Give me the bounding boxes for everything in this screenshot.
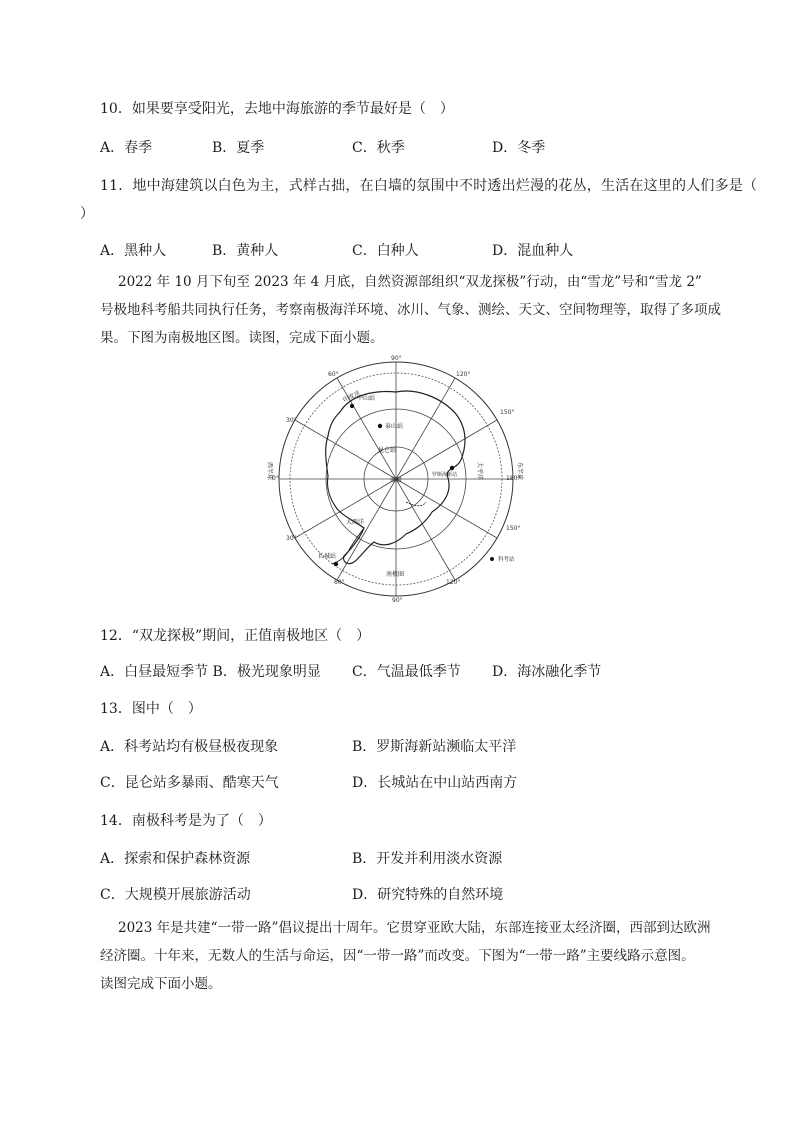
passage-1-line-3: 果。下图为南极地区图。读图，完成下面小题。 [100, 330, 384, 346]
q11-option-b: B．黄种人 [212, 243, 279, 259]
passage-2-line-1: 2023 年是共建“一带一路”倡议提出十周年。它贯穿亚欧大陆，东部连接亚太经济圈，西部到达欧洲 [118, 920, 711, 936]
antarctica-map [256, 352, 536, 607]
q14-option-b: B．开发并利用淡水资源 [352, 851, 503, 867]
q11-option-d: D．混血种人 [492, 243, 574, 259]
q10-option-d: D．冬季 [492, 140, 546, 156]
passage-2-line-3: 读图完成下面小题。 [100, 976, 222, 992]
lon-label-90-top: 90° [391, 355, 402, 362]
lon-label-120-bottom: 120° [446, 579, 461, 586]
q14-option-d: D．研究特殊的自然环境 [352, 887, 504, 903]
atlantic-ocean-label: 大西洋 [346, 519, 365, 526]
q10-option-c: C．秋季 [352, 140, 405, 156]
question-13-stem: 13．图中（ ） [100, 701, 202, 717]
q13-option-a: A．科考站均有极昼极夜现象 [100, 739, 279, 755]
q12-option-c: C．气温最低季节 [352, 664, 461, 680]
question-10-stem: 10．如果要享受阳光，去地中海旅游的季节最好是（ ） [100, 101, 454, 117]
taishan-station-label: 泰山站 [385, 423, 404, 430]
indian-ocean-label: 印度洋 [341, 389, 362, 404]
question-11-stem: 11．地中海建筑以白色为主，式样古拙，在白墙的氛围中不时透出烂漫的花丛，生活在这里的人们多是（ [100, 178, 758, 194]
question-14-stem: 14．南极科考是为了（ ） [100, 813, 272, 829]
pacific-ocean-label: 太平洋 [476, 462, 483, 481]
rossnew-station-label: 罗斯海新站 [432, 472, 458, 478]
kunlun-station-label: 昆仑站 [378, 447, 397, 454]
q14-option-c: C．大规模开展旅游活动 [100, 887, 251, 903]
q11-option-c: C．白种人 [352, 243, 419, 259]
lon-label-180-right: 180° [506, 475, 521, 482]
changcheng-station-label: 长城站 [318, 553, 337, 560]
south-pole-label: 南极 [390, 477, 403, 484]
lon-label-150-lower-right: 150° [506, 525, 521, 532]
west-hemisphere-label: 西半球 [266, 462, 273, 481]
passage-1-line-1: 2022 年 10 月下旬至 2023 年 4 月底，自然资源部组织“双龙探极”行动，由“雪龙”号和“雪龙 2” [118, 274, 702, 290]
lon-label-30-left: 30° [286, 417, 297, 424]
lon-label-60-top: 60° [328, 371, 339, 378]
lon-label-0-left: 0° [272, 475, 279, 482]
q14-option-a: A．探索和保护森林资源 [100, 851, 251, 867]
q12-option-d: D．海冰融化季节 [492, 664, 602, 680]
lon-label-60-bottom: 60° [334, 579, 345, 586]
question-11-stem-cont: ） [80, 206, 94, 222]
question-12-stem: 12．“双龙探极”期间，正值南极地区（ ） [100, 628, 371, 644]
q13-option-c: C．昆仑站多暴雨、酷寒天气 [100, 775, 279, 791]
taishan-station-marker [378, 424, 382, 428]
antarctic-peninsula [332, 528, 364, 564]
q11-option-a: A．黑种人 [100, 243, 167, 259]
q12-option-a-b: A．白昼最短季节 B．极光现象明显 [100, 664, 321, 680]
zhongshan-station-marker [350, 404, 354, 408]
east-hemisphere-label: 东半球 [516, 462, 523, 481]
q13-option-d: D．长城站在中山站西南方 [352, 775, 518, 791]
passage-1-line-2: 号极地科考船共同执行任务，考察南极海洋环境、冰川、气象、测绘、天文、空间物理等，取得了多项成 [100, 302, 721, 318]
lon-label-30-left-lower: 30° [286, 535, 297, 542]
lon-label-90-bottom: 90° [392, 597, 403, 604]
antarctic-circle-label: 南极圈 [386, 571, 405, 578]
lon-label-150-right: 150° [500, 409, 515, 416]
legend-station-label: 科考站 [498, 557, 515, 563]
changcheng-station-marker [334, 562, 338, 566]
lon-label-120-top: 120° [456, 371, 471, 378]
legend-station-marker [490, 557, 494, 561]
q10-option-b: B．夏季 [212, 140, 265, 156]
passage-2-line-2: 经济圈。十年来，无数人的生活与命运，因“一带一路”而改变。下图为“一带一路”主要线路示意图。 [100, 948, 695, 964]
q10-option-a: A．春季 [100, 140, 153, 156]
zhongshan-station-label: 中山站 [357, 395, 376, 402]
rossnew-station-marker [450, 466, 454, 470]
q13-option-b: B．罗斯海新站濒临太平洋 [352, 739, 517, 755]
